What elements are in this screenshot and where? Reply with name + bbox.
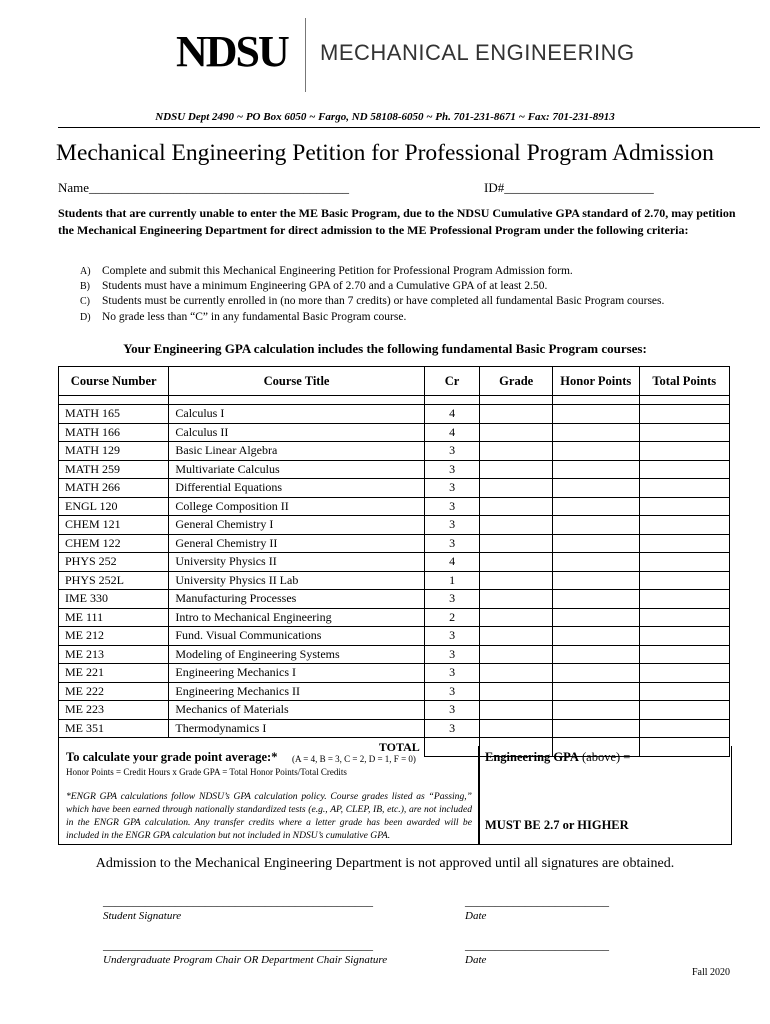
- course-row: [59, 460, 730, 479]
- course-title: General Chemistry I: [169, 516, 424, 535]
- honor-points-cell[interactable]: [553, 423, 640, 442]
- course-credits: 3: [424, 460, 480, 479]
- honor-points-cell[interactable]: [553, 516, 640, 535]
- course-title: Engineering Mechanics II: [169, 682, 424, 701]
- student-signature-label: Student Signature: [103, 910, 182, 922]
- criteria-item: [80, 310, 664, 325]
- grade-cell[interactable]: [480, 664, 553, 683]
- engr-gpa-suffix: (above) =: [582, 750, 631, 764]
- course-credits: 3: [424, 534, 480, 553]
- course-credits: 3: [424, 442, 480, 461]
- course-credits: 3: [424, 497, 480, 516]
- honor-points-cell[interactable]: [553, 627, 640, 646]
- total-points-cell[interactable]: [639, 701, 730, 720]
- criteria-text: Students must be currently enrolled in (no more than 7 credits) or have completed all fundamental Basic Program courses.: [102, 295, 665, 308]
- grade-cell[interactable]: [480, 553, 553, 572]
- course-credits: 3: [424, 682, 480, 701]
- course-row: [59, 497, 730, 516]
- honor-points-cell[interactable]: [553, 571, 640, 590]
- total-points-cell[interactable]: [639, 497, 730, 516]
- course-number: MATH 129: [59, 442, 169, 461]
- course-number: PHYS 252L: [59, 571, 169, 590]
- criteria-text: Students must have a minimum Engineering GPA of 2.70 and a Cumulative GPA of at least 2.50.: [102, 280, 548, 293]
- honor-points-cell[interactable]: [553, 719, 640, 738]
- course-credits: 3: [424, 479, 480, 498]
- grade-cell[interactable]: [480, 682, 553, 701]
- chair-date-line[interactable]: ________________________: [465, 938, 609, 952]
- total-points-cell[interactable]: [639, 516, 730, 535]
- course-number: IME 330: [59, 590, 169, 609]
- grade-cell[interactable]: [480, 497, 553, 516]
- header-total-points: Total Points: [639, 367, 730, 396]
- grade-scale: (A = 4, B = 3, C = 2, D = 1, F = 0): [292, 754, 416, 764]
- honor-points-cell[interactable]: [553, 534, 640, 553]
- total-points-cell[interactable]: [639, 645, 730, 664]
- course-title: University Physics II: [169, 553, 424, 572]
- grade-cell[interactable]: [480, 479, 553, 498]
- course-title: Engineering Mechanics I: [169, 664, 424, 683]
- header-course-title: Course Title: [169, 367, 424, 396]
- total-points-cell[interactable]: [639, 534, 730, 553]
- course-number: MATH 259: [59, 460, 169, 479]
- student-signature-line[interactable]: _____________________________________________: [103, 894, 373, 908]
- engr-gpa-label: Engineering GPA: [485, 750, 579, 764]
- course-row: [59, 608, 730, 627]
- gpa-policy-note: *ENGR GPA calculations follow NDSU’s GPA calculation policy. Course grades listed as “Passing,” which have been earned through nationally standardized tests (e.g., AP, CLEP, IB, etc.), are not included in the ENGR GPA calculation. Any transfer credits where a letter grade has been awarded will be included in the ENGR GPA calculation but not included in NDSU’s cumulative GPA.: [66, 791, 472, 841]
- total-points-cell[interactable]: [639, 590, 730, 609]
- course-number: MATH 165: [59, 405, 169, 424]
- course-row: [59, 701, 730, 720]
- course-number: MATH 166: [59, 423, 169, 442]
- total-points-cell[interactable]: [639, 553, 730, 572]
- criteria-letter: D): [80, 311, 91, 323]
- honor-points-cell[interactable]: [553, 497, 640, 516]
- grade-cell[interactable]: [480, 719, 553, 738]
- id-field[interactable]: ID#_______________________: [484, 180, 654, 195]
- course-title: Multivariate Calculus: [169, 460, 424, 479]
- criteria-letter: C): [80, 296, 90, 308]
- department-address: NDSU Dept 2490 ~ PO Box 6050 ~ Fargo, ND 58108-6050 ~ Ph. 701-231-8671 ~ Fax: 701-231-8913: [155, 111, 615, 123]
- header-credits: Cr: [424, 367, 480, 396]
- course-title: University Physics II Lab: [169, 571, 424, 590]
- table-header-row: [59, 367, 730, 396]
- honor-points-cell[interactable]: [553, 590, 640, 609]
- course-number: ME 212: [59, 627, 169, 646]
- criteria-letter: A): [80, 266, 91, 277]
- course-table: [58, 366, 730, 757]
- table-caption: Your Engineering GPA calculation includes the following fundamental Basic Program courses:: [123, 341, 647, 356]
- course-row: [59, 405, 730, 424]
- course-number: ME 222: [59, 682, 169, 701]
- course-title: College Composition II: [169, 497, 424, 516]
- criteria-item: [80, 279, 664, 294]
- course-row: [59, 645, 730, 664]
- course-row: [59, 423, 730, 442]
- gpa-formula: Honor Points = Credit Hours x Grade GPA = Total Honor Points/Total Credits: [66, 767, 347, 777]
- grade-cell[interactable]: [480, 571, 553, 590]
- course-title: Modeling of Engineering Systems: [169, 645, 424, 664]
- course-credits: 4: [424, 405, 480, 424]
- course-number: ME 213: [59, 645, 169, 664]
- course-title: Mechanics of Materials: [169, 701, 424, 720]
- department-name: MECHANICAL ENGINEERING: [320, 40, 635, 65]
- student-date-line[interactable]: ________________________: [465, 894, 609, 908]
- course-row: [59, 571, 730, 590]
- header-divider: [58, 127, 760, 128]
- total-points-cell[interactable]: [639, 442, 730, 461]
- course-credits: 4: [424, 423, 480, 442]
- admission-note: Admission to the Mechanical Engineering Department is not approved until all signatures are obtained.: [95, 856, 675, 871]
- course-credits: 3: [424, 701, 480, 720]
- total-points-cell[interactable]: [639, 664, 730, 683]
- grade-cell[interactable]: [480, 645, 553, 664]
- spacer-row: [59, 396, 730, 405]
- grade-cell[interactable]: [480, 516, 553, 535]
- course-credits: 3: [424, 645, 480, 664]
- course-number: ME 351: [59, 719, 169, 738]
- total-points-cell[interactable]: [639, 460, 730, 479]
- course-credits: 2: [424, 608, 480, 627]
- course-row: [59, 682, 730, 701]
- honor-points-cell[interactable]: [553, 682, 640, 701]
- course-title: General Chemistry II: [169, 534, 424, 553]
- course-number: MATH 266: [59, 479, 169, 498]
- course-title: Differential Equations: [169, 479, 424, 498]
- total-points-cell[interactable]: [639, 627, 730, 646]
- honor-points-cell[interactable]: [553, 460, 640, 479]
- course-row: [59, 516, 730, 535]
- course-row: [59, 553, 730, 572]
- course-credits: 3: [424, 719, 480, 738]
- grade-cell[interactable]: [480, 608, 553, 627]
- student-date-label: Date: [465, 910, 487, 922]
- grade-cell[interactable]: [480, 590, 553, 609]
- grade-cell[interactable]: [480, 701, 553, 720]
- criteria-text: No grade less than “C” in any fundamental Basic Program course.: [102, 310, 407, 323]
- course-title: Thermodynamics I: [169, 719, 424, 738]
- course-title: Intro to Mechanical Engineering: [169, 608, 424, 627]
- criteria-list: [80, 264, 664, 325]
- name-field[interactable]: Name________________________________________: [58, 180, 350, 195]
- course-row: [59, 719, 730, 738]
- course-row: [59, 479, 730, 498]
- grade-cell[interactable]: [480, 442, 553, 461]
- ndsu-logo: NDSU: [176, 27, 288, 76]
- header-grade: Grade: [480, 367, 553, 396]
- grade-cell[interactable]: [480, 423, 553, 442]
- course-number: ME 111: [59, 608, 169, 627]
- honor-points-cell[interactable]: [553, 479, 640, 498]
- honor-points-cell[interactable]: [553, 645, 640, 664]
- form-title: Mechanical Engineering Petition for Professional Program Admission: [56, 140, 714, 166]
- course-row: [59, 590, 730, 609]
- gpa-requirement: MUST BE 2.7 or HIGHER: [485, 818, 629, 832]
- course-number: ENGL 120: [59, 497, 169, 516]
- criteria-letter: B): [80, 281, 90, 293]
- honor-points-cell[interactable]: [553, 553, 640, 572]
- course-credits: 3: [424, 516, 480, 535]
- course-number: CHEM 122: [59, 534, 169, 553]
- honor-points-cell[interactable]: [553, 405, 640, 424]
- logo-divider: [305, 18, 306, 92]
- honor-points-cell[interactable]: [553, 664, 640, 683]
- course-row: [59, 627, 730, 646]
- course-credits: 3: [424, 664, 480, 683]
- engr-gpa-field[interactable]: [485, 750, 630, 765]
- course-title: Manufacturing Processes: [169, 590, 424, 609]
- grade-cell[interactable]: [480, 460, 553, 479]
- course-rows: [59, 396, 730, 757]
- intro-paragraph: Students that are currently unable to enter the ME Basic Program, due to the NDSU Cumulative GPA standard of 2.70, may petition the Mechanical Engineering Department for direct admission to the ME Professional Program under the following criteria:: [58, 206, 736, 237]
- course-credits: 1: [424, 571, 480, 590]
- chair-signature-line[interactable]: _____________________________________________: [103, 938, 373, 952]
- total-points-cell[interactable]: [639, 719, 730, 738]
- course-number: PHYS 252: [59, 553, 169, 572]
- total-points-cell[interactable]: [639, 405, 730, 424]
- course-title: Basic Linear Algebra: [169, 442, 424, 461]
- grade-cell[interactable]: [480, 405, 553, 424]
- total-points-cell[interactable]: [639, 479, 730, 498]
- course-number: ME 221: [59, 664, 169, 683]
- course-row: [59, 442, 730, 461]
- grade-cell[interactable]: [480, 627, 553, 646]
- honor-points-cell[interactable]: [553, 701, 640, 720]
- course-credits: 3: [424, 590, 480, 609]
- total-points-cell[interactable]: [639, 423, 730, 442]
- header-course-number: Course Number: [59, 367, 169, 396]
- criteria-text: Complete and submit this Mechanical Engineering Petition for Professional Program Admission form.: [102, 265, 573, 277]
- total-points-cell[interactable]: [639, 571, 730, 590]
- total-label: TOTAL: [59, 738, 425, 757]
- course-title: Calculus I: [169, 405, 424, 424]
- gpa-heading: To calculate your grade point average:*: [66, 750, 278, 764]
- total-points-cell[interactable]: [639, 608, 730, 627]
- course-title: Calculus II: [169, 423, 424, 442]
- honor-points-cell[interactable]: [553, 442, 640, 461]
- chair-date-label: Date: [465, 954, 487, 966]
- criteria-item: [80, 294, 664, 309]
- chair-signature-label: Undergraduate Program Chair OR Department Chair Signature: [103, 954, 388, 966]
- course-title: Fund. Visual Communications: [169, 627, 424, 646]
- honor-points-cell[interactable]: [553, 608, 640, 627]
- course-number: ME 223: [59, 701, 169, 720]
- course-number: CHEM 121: [59, 516, 169, 535]
- course-credits: 3: [424, 627, 480, 646]
- total-points-cell[interactable]: [639, 682, 730, 701]
- criteria-item: [80, 264, 664, 279]
- course-row: [59, 534, 730, 553]
- grade-cell[interactable]: [480, 534, 553, 553]
- header-honor-points: Honor Points: [553, 367, 640, 396]
- course-credits: 4: [424, 553, 480, 572]
- course-row: [59, 664, 730, 683]
- revision-date: Fall 2020: [692, 967, 731, 978]
